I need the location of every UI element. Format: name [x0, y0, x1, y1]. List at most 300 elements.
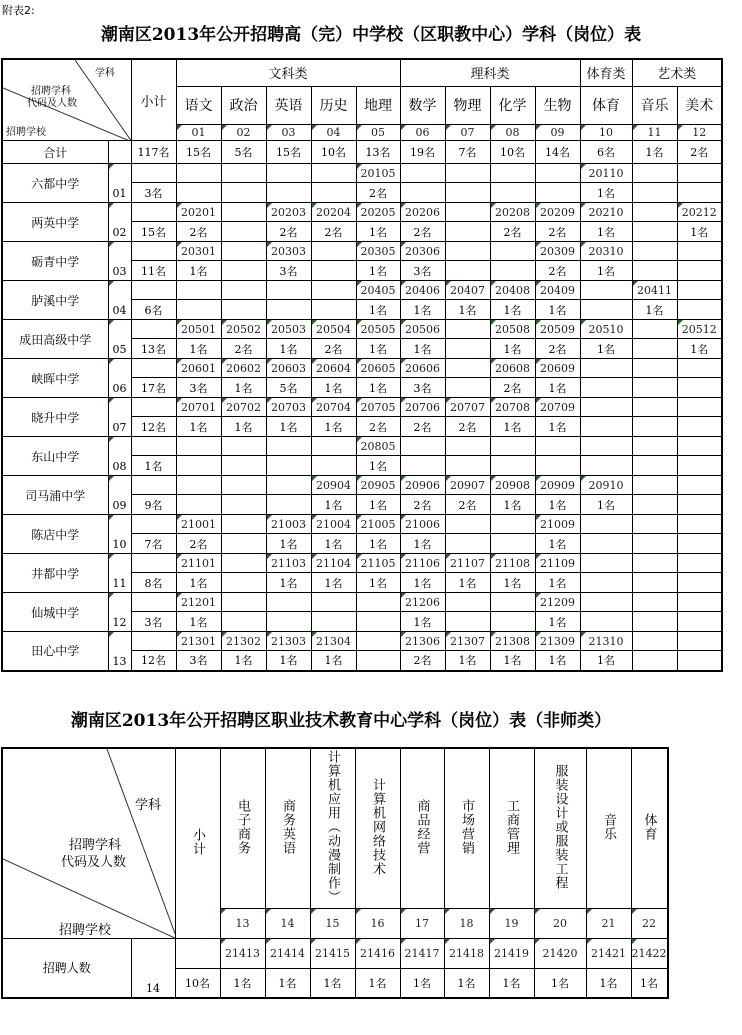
post-count-cell	[221, 222, 266, 242]
post-code-cell: 20508	[490, 320, 535, 339]
post-code-cell: 20203	[266, 203, 311, 222]
post-code-cell: 20907	[445, 476, 490, 495]
post-count-cell: 1名	[490, 300, 535, 320]
school-subtotal-top	[131, 593, 176, 612]
post-count-cell: 2名	[356, 417, 400, 437]
post-count-cell: 1名	[632, 300, 677, 320]
total-count: 7名	[445, 141, 490, 164]
post-count-cell: 1名	[535, 651, 580, 671]
post-count-cell: 2名	[356, 183, 400, 203]
post-code-cell	[266, 476, 311, 495]
corner-code-label-2: 代码及人数	[27, 98, 77, 109]
post-code-cell: 20303	[266, 242, 311, 261]
post-count-cell: 1名	[221, 651, 266, 671]
school-name: 砺青中学	[2, 242, 108, 281]
post-code-cell	[632, 476, 677, 495]
post-count-cell: 1名	[445, 651, 490, 671]
post-count-cell: 1名	[490, 495, 535, 515]
total-count: 15名	[176, 141, 221, 164]
school-code: 03	[108, 242, 131, 281]
post-count-cell	[677, 651, 722, 671]
post-count-cell: 1名	[311, 495, 356, 515]
post-code-cell: 20301	[176, 242, 221, 261]
post-code-cell: 21307	[445, 632, 490, 651]
subject-name-header: 语文	[176, 86, 221, 124]
post-code-cell: 21101	[176, 554, 221, 573]
subject-name-header: 生物	[535, 86, 580, 124]
post-code-cell: 21415	[310, 938, 355, 968]
post-count-cell	[266, 456, 311, 476]
post-count-cell	[445, 261, 490, 281]
post-count-cell: 1名	[266, 651, 311, 671]
post-code-cell: 21309	[535, 632, 580, 651]
subject-name-header: 音乐	[632, 86, 677, 124]
school-code: 07	[108, 398, 131, 437]
post-code-cell	[221, 593, 266, 612]
post-count-cell	[677, 573, 722, 593]
subject-name-header: 化学	[490, 86, 535, 124]
post-code-cell	[677, 281, 722, 300]
post-count-cell: 1名	[400, 534, 445, 554]
post-count-cell: 1名	[535, 534, 580, 554]
table1-title: 潮南区2013年公开招聘高（完）中学校（区职教中心）学科（岗位）表	[100, 25, 642, 45]
post-count-cell	[632, 573, 677, 593]
post-count-cell	[445, 456, 490, 476]
post-code-cell	[677, 554, 722, 573]
post-count-cell: 1名	[356, 339, 400, 359]
post-code-cell	[632, 164, 677, 183]
post-code-cell: 21301	[176, 632, 221, 651]
post-count-cell: 2名	[221, 339, 266, 359]
post-code-cell	[221, 554, 266, 573]
school-code-row	[2, 203, 722, 222]
subject-code-cell: 22	[631, 908, 668, 938]
post-count-cell: 1名	[266, 339, 311, 359]
post-count-cell: 3名	[400, 261, 445, 281]
post-count-cell	[580, 300, 632, 320]
post-count-cell	[490, 612, 535, 632]
subject-code-cell: 11	[632, 124, 677, 140]
post-count-cell	[311, 300, 356, 320]
subject-name: 市场营销	[459, 798, 474, 855]
subject-name-header	[489, 748, 534, 908]
post-count-cell	[176, 495, 221, 515]
subject-code-cell: 06	[400, 124, 445, 140]
school-code: 13	[108, 632, 131, 671]
post-count-cell	[632, 222, 677, 242]
post-code-cell	[580, 515, 632, 534]
post-count-cell: 2名	[445, 417, 490, 437]
subject-code-cell: 05	[356, 124, 400, 140]
post-count-cell: 2名	[535, 261, 580, 281]
school-code: 06	[108, 359, 131, 398]
post-code-cell: 21003	[266, 515, 311, 534]
subject-name: 商务英语	[280, 798, 295, 855]
subject-name-header	[400, 748, 444, 908]
post-count-cell: 1名	[356, 534, 400, 554]
post-code-cell	[176, 476, 221, 495]
post-code-cell: 21004	[311, 515, 356, 534]
post-count-cell	[400, 183, 445, 203]
post-count-cell	[311, 183, 356, 203]
subject-name: 体育	[641, 812, 657, 841]
post-count-cell: 1名	[490, 573, 535, 593]
school-code-row	[2, 515, 722, 534]
post-code-cell: 20709	[535, 398, 580, 417]
school-name: 陈店中学	[2, 515, 108, 554]
school-code: 01	[108, 164, 131, 203]
subject-code-cell: 19	[489, 908, 534, 938]
post-code-cell	[221, 164, 266, 183]
subject-name: 服装设计或服装工程	[552, 763, 568, 890]
post-count-cell: 2名	[311, 222, 356, 242]
appendix-note: 附表2:	[2, 4, 35, 17]
post-count-cell	[445, 222, 490, 242]
post-code-cell	[266, 281, 311, 300]
post-count-cell	[221, 534, 266, 554]
post-count-cell: 1名	[400, 573, 445, 593]
post-code-cell	[445, 320, 490, 339]
school-code-row	[2, 593, 722, 612]
school-code: 12	[108, 593, 131, 632]
post-count-cell: 1名	[311, 573, 356, 593]
post-count-cell: 2名	[311, 339, 356, 359]
subtotal-header	[175, 748, 220, 938]
post-count-cell: 1名	[355, 968, 400, 998]
post-code-cell: 21422	[631, 938, 668, 968]
subject-code-cell: 04	[311, 124, 356, 140]
post-code-cell: 21306	[400, 632, 445, 651]
subject-code-cell: 13	[220, 908, 265, 938]
post-count-cell: 1名	[580, 495, 632, 515]
post-code-cell: 20905	[356, 476, 400, 495]
post-count-cell	[677, 300, 722, 320]
post-count-cell: 3名	[176, 651, 221, 671]
post-code-cell	[221, 437, 266, 456]
corner-header-cell	[2, 748, 175, 938]
post-code-cell	[535, 437, 580, 456]
post-code-cell	[580, 359, 632, 378]
post-count-cell	[677, 183, 722, 203]
post-code-cell	[677, 359, 722, 378]
post-code-cell	[677, 476, 722, 495]
category-header: 体育类	[580, 59, 632, 86]
post-code-cell	[580, 398, 632, 417]
school-subtotal: 12名	[131, 417, 176, 437]
post-count-cell	[632, 456, 677, 476]
post-code-cell: 20305	[356, 242, 400, 261]
subject-name: 工商管理	[504, 798, 519, 855]
post-code-cell	[490, 515, 535, 534]
post-count-cell	[677, 417, 722, 437]
post-count-cell: 1名	[445, 300, 490, 320]
subtotal-count: 10名	[175, 968, 220, 998]
subject-code-cell: 15	[310, 908, 355, 938]
post-count-cell: 1名	[490, 417, 535, 437]
post-count-cell	[677, 495, 722, 515]
post-count-cell: 1名	[176, 612, 221, 632]
post-count-cell	[580, 573, 632, 593]
total-label: 合计	[2, 141, 108, 164]
post-count-cell: 1名	[586, 968, 631, 998]
post-code-cell: 20306	[400, 242, 445, 261]
subject-code-cell: 18	[444, 908, 489, 938]
post-code-cell	[677, 398, 722, 417]
post-code-cell: 20603	[266, 359, 311, 378]
post-code-cell	[445, 437, 490, 456]
school-name: 司马浦中学	[2, 476, 108, 515]
subject-name-header	[220, 748, 265, 908]
post-code-cell: 21416	[355, 938, 400, 968]
school-subtotal-top	[131, 359, 176, 378]
school-subtotal: 15名	[131, 222, 176, 242]
subtotal-top	[175, 938, 220, 968]
post-count-cell: 2名	[400, 222, 445, 242]
post-code-cell: 20608	[490, 359, 535, 378]
post-count-cell: 1名	[400, 612, 445, 632]
post-count-cell	[677, 378, 722, 398]
post-code-cell	[580, 281, 632, 300]
vocational-subject-table	[1, 747, 669, 999]
post-code-cell	[221, 515, 266, 534]
post-code-cell	[445, 593, 490, 612]
post-code-cell: 20504	[311, 320, 356, 339]
post-count-cell: 1名	[445, 573, 490, 593]
post-code-cell: 20208	[490, 203, 535, 222]
post-count-cell: 1名	[490, 651, 535, 671]
post-count-cell	[632, 261, 677, 281]
school-subtotal: 9名	[131, 495, 176, 515]
post-count-cell: 3名	[266, 261, 311, 281]
post-code-cell: 21310	[580, 632, 632, 651]
post-count-cell: 1名	[266, 573, 311, 593]
post-code-cell: 21209	[535, 593, 580, 612]
post-count-cell: 1名	[356, 495, 400, 515]
subject-name-header: 地理	[356, 86, 400, 124]
post-count-cell: 1名	[400, 339, 445, 359]
post-code-cell: 20602	[221, 359, 266, 378]
post-count-cell: 1名	[580, 339, 632, 359]
post-count-cell	[632, 495, 677, 515]
school-subtotal-top	[131, 554, 176, 573]
post-count-cell	[311, 261, 356, 281]
school-name: 六都中学	[2, 164, 108, 203]
post-code-cell: 20309	[535, 242, 580, 261]
post-code-cell: 21304	[311, 632, 356, 651]
post-count-cell	[311, 612, 356, 632]
subject-code-cell: 07	[445, 124, 490, 140]
post-code-cell	[535, 164, 580, 183]
post-code-cell: 21001	[176, 515, 221, 534]
post-count-cell: 2名	[535, 339, 580, 359]
post-code-cell: 20705	[356, 398, 400, 417]
post-code-cell: 20408	[490, 281, 535, 300]
post-code-cell	[356, 593, 400, 612]
subject-name-header: 历史	[311, 86, 356, 124]
post-count-cell	[266, 612, 311, 632]
post-code-cell: 20502	[221, 320, 266, 339]
school-subtotal: 12名	[131, 651, 176, 671]
total-count: 13名	[356, 141, 400, 164]
post-code-cell	[445, 164, 490, 183]
post-count-cell: 1名	[534, 968, 586, 998]
post-count-cell: 1名	[535, 378, 580, 398]
school-code-row	[2, 476, 722, 495]
school-name: 东山中学	[2, 437, 108, 476]
post-count-cell: 2名	[400, 417, 445, 437]
post-count-cell	[632, 339, 677, 359]
post-code-cell: 20407	[445, 281, 490, 300]
subject-code-cell: 20	[534, 908, 586, 938]
school-subtotal: 13名	[131, 339, 176, 359]
subject-code-cell: 16	[355, 908, 400, 938]
post-count-cell: 1名	[535, 300, 580, 320]
post-count-cell	[490, 183, 535, 203]
school-code-row	[2, 320, 722, 339]
post-code-cell: 20702	[221, 398, 266, 417]
corner-school-label: 招聘学校	[6, 127, 46, 138]
post-code-cell: 21417	[400, 938, 444, 968]
post-count-cell: 1名	[266, 534, 311, 554]
post-code-cell: 21107	[445, 554, 490, 573]
post-count-cell	[221, 573, 266, 593]
post-code-cell: 21421	[586, 938, 631, 968]
post-code-cell: 20601	[176, 359, 221, 378]
school-subtotal-top	[131, 281, 176, 300]
post-code-cell	[490, 242, 535, 261]
post-count-cell	[221, 612, 266, 632]
subject-name-header: 政治	[221, 86, 266, 124]
post-count-cell	[445, 534, 490, 554]
school-subtotal: 11名	[131, 261, 176, 281]
school-subtotal-top	[131, 164, 176, 183]
post-code-cell: 21105	[356, 554, 400, 573]
post-code-cell: 20704	[311, 398, 356, 417]
post-count-cell	[221, 300, 266, 320]
post-count-cell: 2名	[176, 534, 221, 554]
post-code-cell	[176, 281, 221, 300]
post-count-cell: 2名	[490, 378, 535, 398]
post-count-cell	[445, 183, 490, 203]
school-code-row	[2, 281, 722, 300]
category-header-row	[2, 59, 722, 86]
school-code-row	[2, 242, 722, 261]
post-count-cell: 1名	[580, 651, 632, 671]
subject-code-cell: 03	[266, 124, 311, 140]
post-code-cell: 21419	[489, 938, 534, 968]
post-count-cell: 1名	[356, 261, 400, 281]
school-code: 10	[108, 515, 131, 554]
school-name: 峡晖中学	[2, 359, 108, 398]
subject-code-cell: 14	[265, 908, 310, 938]
subject-code-cell: 10	[580, 124, 632, 140]
post-count-cell: 1名	[221, 378, 266, 398]
corner-subject-label: 学科	[135, 798, 162, 813]
subject-name-header	[265, 748, 310, 908]
post-count-cell	[632, 651, 677, 671]
post-code-cell	[677, 515, 722, 534]
post-code-cell: 20604	[311, 359, 356, 378]
school-subtotal-top	[131, 632, 176, 651]
school-subtotal: 3名	[131, 612, 176, 632]
post-code-cell	[632, 437, 677, 456]
school-code-row	[2, 554, 722, 573]
subject-code-cell: 12	[677, 124, 722, 140]
post-code-cell	[632, 359, 677, 378]
school-subtotal-top	[131, 203, 176, 222]
post-count-cell	[445, 339, 490, 359]
subject-code-cell: 09	[535, 124, 580, 140]
category-header: 理科类	[400, 59, 580, 86]
school-subtotal-top	[131, 476, 176, 495]
post-count-cell: 1名	[444, 968, 489, 998]
post-count-cell	[677, 534, 722, 554]
school-subtotal: 6名	[131, 300, 176, 320]
post-code-cell: 21005	[356, 515, 400, 534]
subject-code-cell: 21	[586, 908, 631, 938]
post-code-cell	[311, 437, 356, 456]
post-count-cell: 3名	[400, 378, 445, 398]
post-count-cell: 1名	[580, 261, 632, 281]
total-count: 2名	[677, 141, 722, 164]
post-count-cell: 1名	[356, 300, 400, 320]
table2-title: 潮南区2013年公开招聘区职业技术教育中心学科（岗位）表（非师类）	[70, 711, 612, 731]
post-count-cell: 1名	[580, 183, 632, 203]
post-code-cell: 21106	[400, 554, 445, 573]
subtotal-header: 小计	[131, 59, 176, 141]
school-code: 05	[108, 320, 131, 359]
post-code-cell: 21302	[221, 632, 266, 651]
post-count-cell: 1名	[311, 534, 356, 554]
subject-name-header: 美术	[677, 86, 722, 124]
post-count-cell	[221, 183, 266, 203]
post-code-cell	[677, 593, 722, 612]
post-code-cell: 20205	[356, 203, 400, 222]
post-code-cell	[266, 164, 311, 183]
post-count-cell	[311, 456, 356, 476]
post-code-cell	[445, 203, 490, 222]
subject-name: 商品经营	[414, 798, 430, 855]
post-count-cell: 1名	[356, 456, 400, 476]
post-count-cell: 2名	[176, 222, 221, 242]
school-code: 11	[108, 554, 131, 593]
school-code-row	[2, 437, 722, 456]
post-count-cell: 1名	[535, 495, 580, 515]
post-code-cell: 20405	[356, 281, 400, 300]
school-subject-table	[1, 58, 723, 672]
post-count-cell: 1名	[176, 261, 221, 281]
post-code-cell: 20606	[400, 359, 445, 378]
post-count-cell: 1名	[266, 417, 311, 437]
post-code-cell	[266, 437, 311, 456]
post-count-cell: 1名	[221, 417, 266, 437]
post-code-cell: 21103	[266, 554, 311, 573]
school-name: 两英中学	[2, 203, 108, 242]
post-count-cell	[580, 534, 632, 554]
post-count-cell: 1名	[311, 651, 356, 671]
post-count-cell: 1名	[220, 968, 265, 998]
school-code-row	[2, 398, 722, 417]
post-code-cell	[400, 164, 445, 183]
school-name: 成田高级中学	[2, 320, 108, 359]
post-code-cell	[580, 554, 632, 573]
corner-header-cell	[2, 59, 131, 141]
subject-name-header	[355, 748, 400, 908]
post-code-cell	[221, 242, 266, 261]
post-count-cell	[490, 261, 535, 281]
post-code-cell: 20706	[400, 398, 445, 417]
post-code-cell	[266, 593, 311, 612]
